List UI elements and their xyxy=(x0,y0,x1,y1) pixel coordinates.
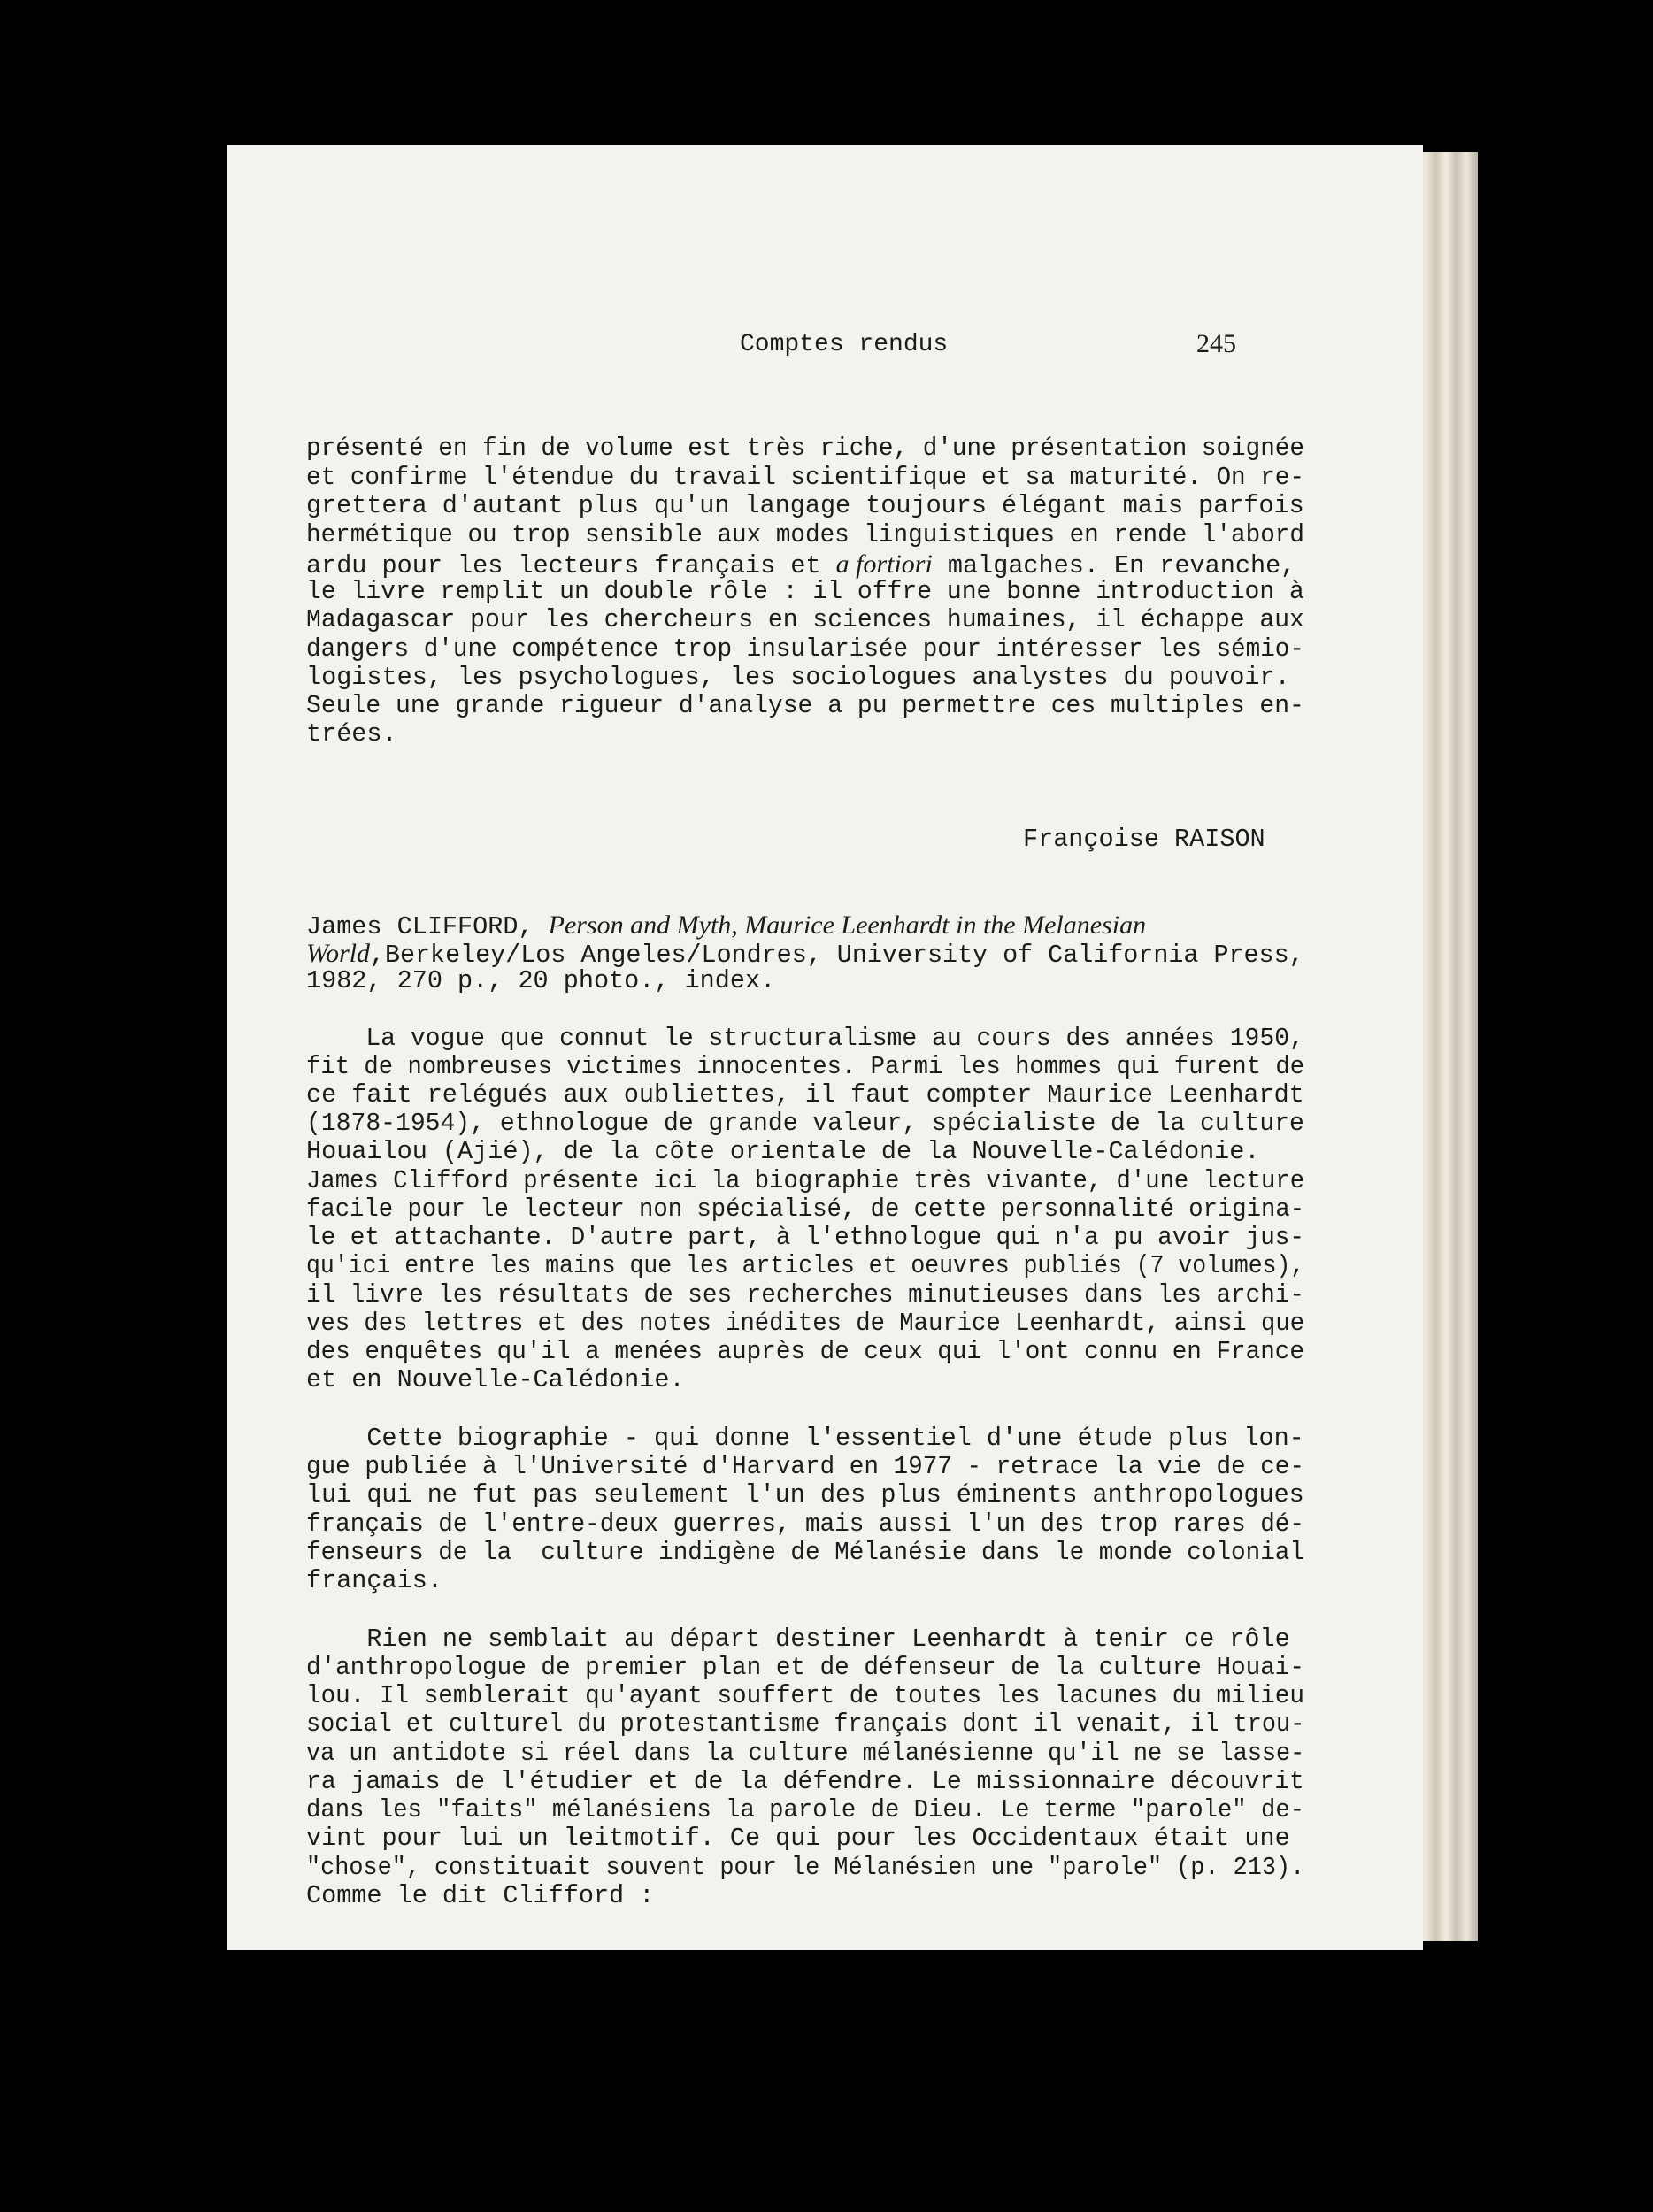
running-header: Comptes rendus xyxy=(740,331,949,358)
text-line: James Clifford présente ici la biographie très vivante, d'une lecture xyxy=(306,1166,1305,1195)
text-line: lou. Il semblerait qu'ayant souffert de toutes les lacunes du milieu xyxy=(306,1681,1304,1710)
text-line: grettera d'autant plus qu'un langage toujours élégant mais parfois xyxy=(306,491,1304,520)
text-line: Houailou (Ajié), de la côte orientale de la Nouvelle-Calédonie. xyxy=(306,1137,1260,1166)
text-line: ra jamais de l'étudier et de la défendre. Le missionnaire découvrit xyxy=(306,1767,1304,1796)
text-line: d'anthropologue de premier plan et de défenseur de la culture Houai- xyxy=(306,1653,1304,1682)
text-line: ce fait relégués aux oubliettes, il faut compter Maurice Leenhardt xyxy=(306,1080,1304,1110)
text-line: La vogue que connut le structuralisme au cours des années 1950, xyxy=(306,1024,1304,1053)
citation-line xyxy=(306,912,1146,941)
book-page xyxy=(227,145,1423,1950)
text-line: Madagascar pour les chercheurs en sciences humaines, il échappe aux xyxy=(306,605,1304,634)
text-line: français de l'entre-deux guerres, mais aussi l'un des trop rares dé- xyxy=(306,1509,1304,1539)
text-line: qu'ici entre les mains que les articles et oeuvres publiés (7 volumes), xyxy=(306,1251,1305,1280)
text-line: lui qui ne fut pas seulement l'un des plus éminents anthropologues xyxy=(306,1480,1304,1509)
text-line: et confirme l'étendue du travail scientifique et sa maturité. On re- xyxy=(306,463,1304,492)
italic-term: a fortiori xyxy=(835,549,933,579)
text-line: dans les "faits" mélanésiens la parole de Dieu. Le terme "parole" de- xyxy=(306,1795,1305,1824)
text-line: Comme le dit Clifford : xyxy=(306,1881,655,1910)
text-line: trées. xyxy=(306,719,397,749)
citation-line: 1982, 270 p., 20 photo., index. xyxy=(306,966,776,995)
text-line: hermétique ou trop sensible aux modes linguistiques en rende l'abord xyxy=(306,520,1304,549)
text-line: dangers d'une compétence trop insularisée pour intéresser les sémio- xyxy=(306,634,1304,664)
text-line: Seule une grande rigueur d'analyse a pu permettre ces multiples en- xyxy=(306,691,1304,720)
text-line: le livre remplit un double rôle : il offre une bonne introduction à xyxy=(306,577,1304,606)
text-line: gue publiée à l'Université d'Harvard en 1977 - retrace la vie de ce- xyxy=(306,1452,1304,1481)
citation-title: Person and Myth, Maurice Leenhardt in the Melanesian xyxy=(548,910,1147,940)
text-line xyxy=(306,551,1295,580)
text-line: il livre les résultats de ses recherches minutieuses dans les archi- xyxy=(306,1280,1304,1310)
text-line: Cette biographie - qui donne l'essentiel d'une étude plus lon- xyxy=(306,1424,1304,1453)
text-line: présenté en fin de volume est très riche, d'une présentation soignée xyxy=(306,434,1304,463)
text-line: et en Nouvelle-Calédonie. xyxy=(306,1365,685,1394)
text-line: le et attachante. D'autre part, à l'ethnologue qui n'a pu avoir jus- xyxy=(306,1223,1304,1252)
review-author-signature: Françoise RAISON xyxy=(1023,825,1265,854)
text-line: Rien ne semblait au départ destiner Leenhardt à tenir ce rôle xyxy=(306,1624,1290,1654)
text-line: français. xyxy=(306,1566,442,1595)
text-line: social et culturel du protestantisme français dont il venait, il trou- xyxy=(306,1709,1305,1739)
text-line: va un antidote si réel dans la culture mélanésienne qu'il ne se lasse- xyxy=(306,1739,1305,1768)
citation-publisher: ,Berkeley/Los Angeles/Londres, University of California Press, xyxy=(369,941,1304,970)
text-run: malgaches. En revanche, xyxy=(932,551,1296,580)
page-number: 245 xyxy=(1196,329,1236,358)
text-line: fenseurs de la culture indigène de Mélanésie dans le monde colonial xyxy=(306,1538,1304,1567)
text-run: ardu pour les lecteurs français et xyxy=(306,551,836,580)
text-line: "chose", constituait souvent pour le Mélanésien une "parole" (p. 213). xyxy=(306,1853,1305,1882)
citation-line xyxy=(306,941,1304,969)
text-line: (1878-1954), ethnologue de grande valeur, spécialiste de la culture xyxy=(306,1109,1304,1138)
citation-author: James CLIFFORD, xyxy=(306,912,549,941)
text-line: logistes, les psychologues, les sociologues analystes du pouvoir. xyxy=(306,663,1290,692)
text-line: des enquêtes qu'il a menées auprès de ceux qui l'ont connu en France xyxy=(306,1337,1304,1366)
citation-title: World xyxy=(306,939,370,968)
book-page-edges xyxy=(1414,152,1478,1941)
text-line: facile pour le lecteur non spécialisé, de cette personnalité origina- xyxy=(306,1194,1305,1224)
text-line: fit de nombreuses victimes innocentes. Parmi les hommes qui furent de xyxy=(306,1052,1305,1081)
text-line: vint pour lui un leitmotif. Ce qui pour les Occidentaux était une xyxy=(306,1824,1290,1853)
text-line: ves des lettres et des notes inédites de Maurice Leenhardt, ainsi que xyxy=(306,1309,1305,1338)
